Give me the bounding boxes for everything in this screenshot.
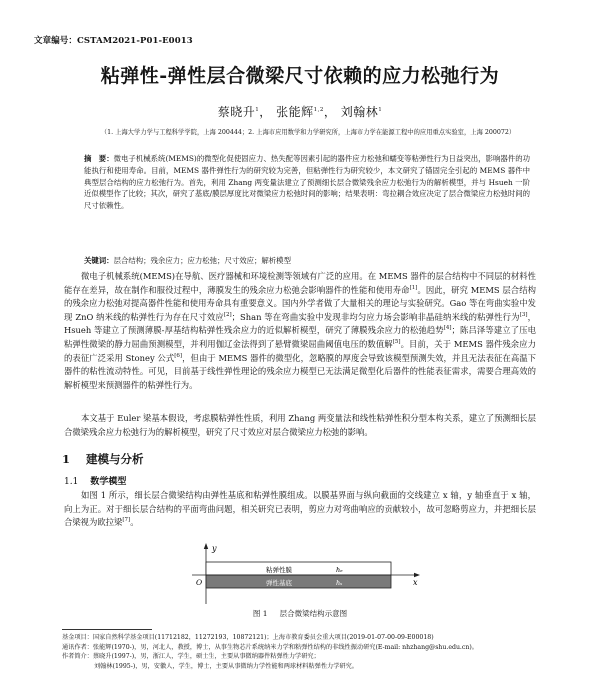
abstract-text: 微电子机械系统(MEMS)的微型化促使固应力、热失配等因素引起的器件应力松弛和蠕变等粘弹性行为日益突出，影响器件的功能执行和使用寿命。目前，MEMS 器件弹性行为的研究较为完善，但粘弹性行为研究较少，本文研究了锚固完全引起的 MEMS 器件中典型层合结构的应力松弛行为。首先，利用 Zhang 两变量法建立了预测细长层合微梁残余应力松弛行为的解析模型，并与 Hsueh 一阶近似模型作了比较；其次，研究了基底/膜层厚度比对微梁应力松弛时间的影响；结果表明：弯拉耦合效应决定了层合微梁应力松弛时间的尺寸依赖性。 [84,154,530,211]
citation-ref: [4] [443,325,452,332]
author-name: 刘翰林 [340,105,379,119]
y-axis-label: y [212,544,217,553]
x-axis-arrow [414,573,420,577]
origin-label: O [196,578,203,587]
viscoelastic-film-layer [206,562,391,575]
author-name: 蔡晓升 [217,105,256,119]
film-label: 粘弹性膜 [266,566,292,574]
x-axis-label: x [413,578,418,587]
section-number: 1 [62,452,71,466]
elastic-substrate-layer [206,575,391,588]
paragraph-text: 。目前，关于 MEMS 器件残余应力的表征广泛采用 Stoney 公式 [64,338,537,363]
figure-number: 图 1 [252,609,268,618]
footnotes [62,633,542,671]
paragraph-text: ，Hsueh 等建立了预测薄膜-厚基结构粘弹性残余应力的近似解析模型，研究了薄膜残余应力的松弛趋势 [64,311,536,336]
footnote-author-bio: 作者简介：蔡晓升(1997-)，男，浙江人，学生，硕士生，主要从事微纳器件粘弹性力学研究； [62,653,320,661]
paragraph-text: ；陈吕泽等建立了压电粘弹性微梁的静力屈曲预测模型，并利用伽辽金法得到了悬臂微梁屈曲阈值电压的数值解 [64,325,536,349]
author-affil-mark: 1 [378,107,383,113]
keywords [84,255,530,266]
subsection-number: 1.1 [64,477,79,487]
paragraph-text: 如图 1 所示，细长层合微梁结构由弹性基底和粘弹性膜组成。以膜基界面与纵向截面的交线建立 x 轴，y 轴垂直于 x 轴，向上为正。对于细长层合结构的平面弯曲问题，相关研究已表明，剪应力对弯曲响应的贡献较小，故可忽略剪应力，并把细长层合梁视为欧拉梁 [64,490,536,528]
citation-ref: [3] [519,312,528,318]
figure-caption-text: 层合微梁结构示意图 [279,609,348,618]
citation-ref: [5] [392,339,401,346]
paragraph-text: 。因此，研究 MEMS 层合结构的残余应力松弛对提高器件性能和使用寿命具有重要意义。国内外学者做了大量相关的理论与实验研究。Gao 等在弯曲实验中发现 ZnO 纳米线的粘弹性行为存在尺寸效应 [64,284,537,322]
keywords-text: 层合结构；残余应力；应力松弛；尺寸效应；解析模型 [113,256,291,265]
citation-ref: [7] [122,517,131,524]
y-axis-arrow [204,543,208,549]
affiliations: （1. 上海大学力学与工程科学学院，上海 200444；2. 上海市应用数学和力学研究所，上海市力学在能源工程中的应用重点实验室，上海 200072） [100,129,516,136]
subsection-heading [64,474,126,487]
footnote-funding: 基金项目：国家自然科学基金项目(11712182，11272193，10872121)；上海市教育委员会重大项目(2019-01-07-00-09-E00018) [62,634,434,641]
model-paragraph [64,489,536,530]
section-title: 建模与分析 [86,452,144,466]
keywords-label: 关键词： [84,256,114,265]
footnote-corresponding: 通讯作者：张能辉(1970-)，男，河北人，教授，博士，从事生物芯片系统纳米力学和粘弹性结构的非线性振动研究(E-mail: nhzhang@shu.edu.cn)。 [62,643,478,651]
subsection-title: 数学模型 [90,477,127,487]
abstract [84,153,530,212]
figure-1-beam-diagram [186,541,426,605]
substrate-label: 弹性基底 [266,579,292,587]
author-list: 蔡晓升$^1$， 张能辉$^{1,2}$， 刘翰林$^1$ [217,105,383,119]
paragraph-text: ，但由于 MEMS 器件的微型化，忽略膜的厚度会导致该模型预测失效，并且无法表征在高温下器件的粘性流动特性。可见，目前基于线性弹性理论的残余应力模型已无法满足微型化后器件的性能表征需求，需要合理高效的解析模型来预测器件的粘弹性行为。 [64,352,537,390]
citation-ref: [6] [174,352,183,359]
citation-ref: [1] [409,284,418,291]
paper-title: 粘弹性-弹性层合微梁尺寸依赖的应力松弛行为 [100,65,500,87]
citation-ref: [2] [223,312,232,318]
footnote-author-bio: 刘翰林(1995-)，男，安徽人，学生，博士，主要从事微纳力学性能和两球材料粘弹性力学研究。 [94,662,358,670]
author-name: 张能辉 [276,105,314,119]
paragraph-text: 。 [130,517,139,528]
paragraph-text: ；Shan 等在弯曲实验中发现非均匀应力场会影响非晶硅纳米线的粘弹性行为 [231,311,520,322]
author-affil-mark: 1,2 [313,107,324,113]
intro-paragraph-1 [64,270,536,392]
figure-caption [0,608,600,619]
film-thickness-label: hₑ [336,566,343,574]
substrate-thickness-label: hₛ [336,579,343,587]
abstract-label: 摘 要： [84,154,114,163]
intro-paragraph-2: 本文基于 Euler 梁基本假设，考虑膜粘弹性性质，利用 Zhang 两变量法和线性粘弹性积分型本构关系，建立了预测细长层合微梁残余应力松弛行为的解析模型，研究了尺寸效应对层合微梁应力松弛的影响。 [64,413,536,437]
footnote-divider [62,629,152,630]
section-heading [62,451,144,467]
paragraph-text: 微电子机械系统(MEMS)在导航、医疗器械和环境检测等领域有广泛的应用。在 MEMS 器件的层合结构中不同层的材料性能存在差异，故在制作和服役过程中，薄膜发生的残余应力松弛会影响器件的性能和使用寿命 [64,271,536,295]
article-number: 文章编号：CSTAM2021-P01-E0013 [34,36,193,46]
author-affil-mark: 1 [255,107,260,113]
